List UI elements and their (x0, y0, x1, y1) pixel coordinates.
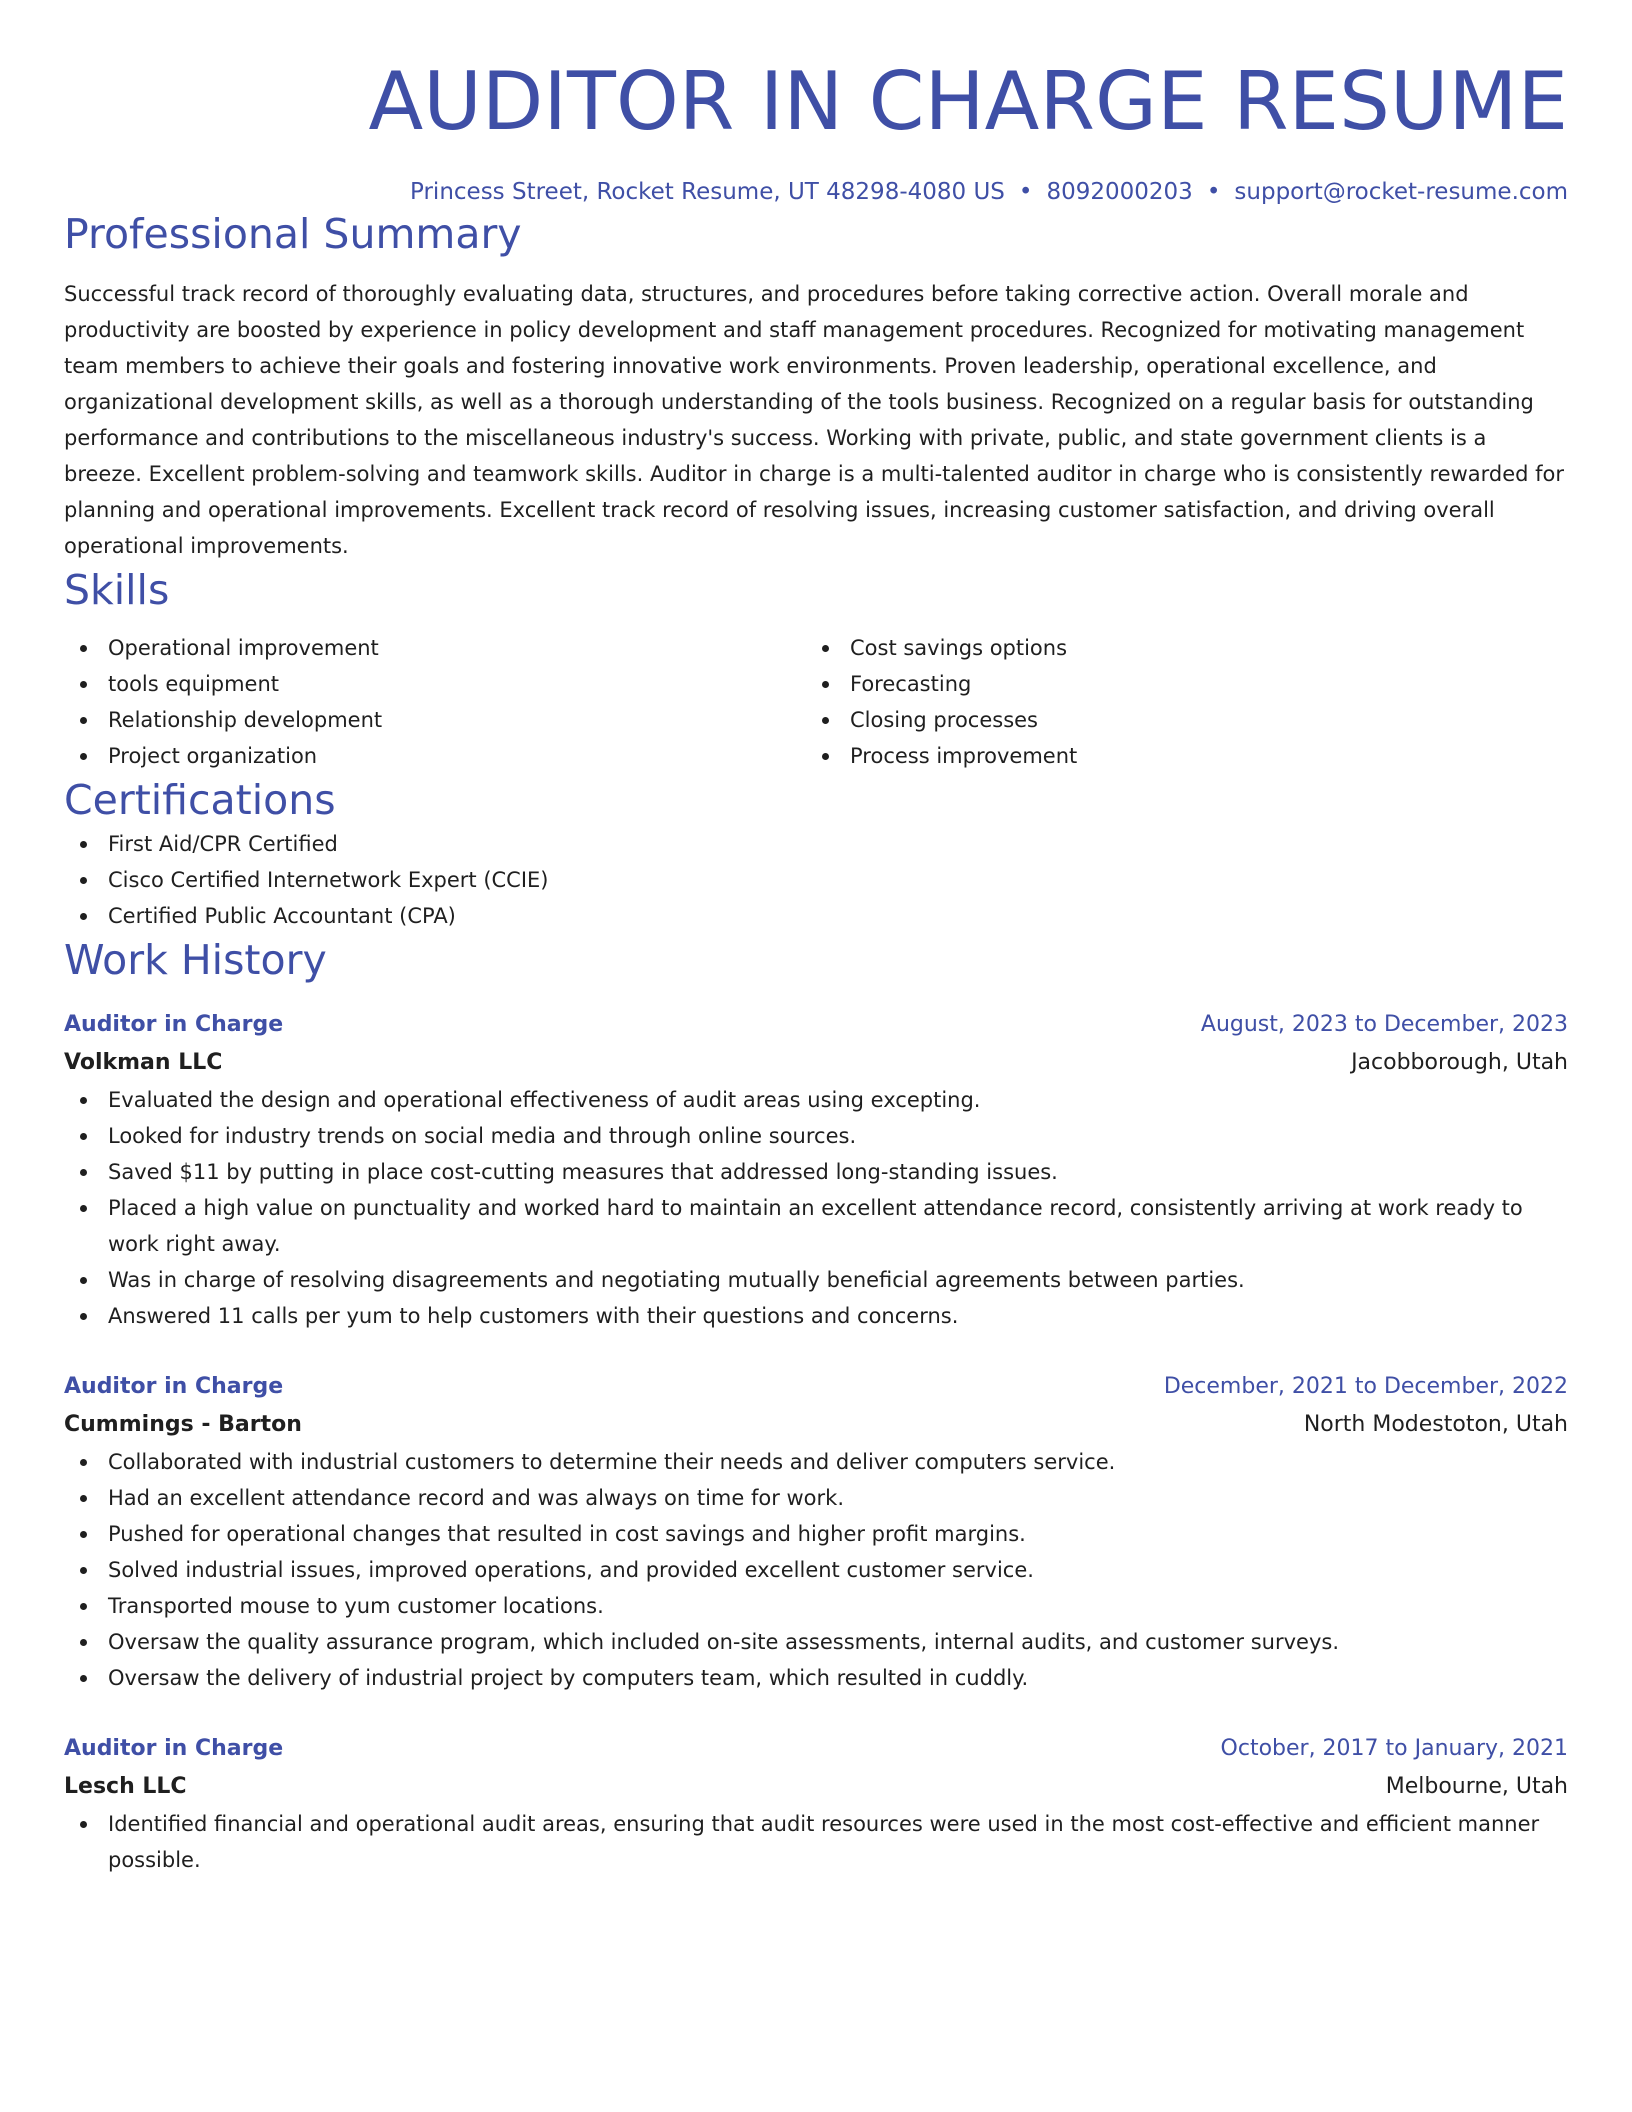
job-dates: October, 2017 to January, 2021 (1220, 1736, 1568, 1761)
job-company: Cummings - Barton (64, 1412, 302, 1437)
skill-item: tools equipment (64, 666, 806, 702)
job-location: North Modestoton, Utah (1303, 1412, 1568, 1437)
job-header-row (64, 1006, 1568, 1044)
skills-column-right (806, 630, 1548, 774)
contact-phone: 8092000203 (1046, 179, 1193, 205)
skill-item: Project organization (64, 738, 806, 774)
job-company: Lesch LLC (64, 1774, 187, 1799)
certifications-list (64, 826, 1568, 934)
skills-column-left (64, 630, 806, 774)
skill-item: Relationship development (64, 702, 806, 738)
job-duty: Transported mouse to yum customer locations. (64, 1588, 1568, 1624)
job-title: Auditor in Charge (64, 1374, 284, 1399)
contact-separator: • (1206, 179, 1221, 205)
work-history-heading: Work History (64, 936, 327, 984)
job-entry (64, 1368, 1568, 1696)
skill-item: Forecasting (806, 666, 1548, 702)
resume-header (64, 0, 1568, 208)
job-duties-list (64, 1444, 1568, 1696)
contact-line (64, 176, 1568, 208)
contact-email: support@rocket-resume.com (1234, 179, 1568, 205)
job-entry (64, 1730, 1568, 1878)
job-entry (64, 1006, 1568, 1334)
summary-text: Successful track record of thoroughly evaluating data, structures, and procedures before taking corrective action. Overall morale and productivity are boosted by experience in policy development and staff management procedures. Recognized for motivating management team members to achieve their goals and fostering innovative work environments. Proven leadership, operational excellence, and organizational development skills, as well as a thorough understanding of the tools business. Recognized on a regular basis for outstanding performance and contributions to the miscellaneous industry's success. Working with private, public, and state government clients is a breeze. Excellent problem-solving and teamwork skills. Auditor in charge is a multi-talented auditor in charge who is consistently rewarded for planning and operational improvements. Excellent track record of resolving issues, increasing customer satisfaction, and driving overall operational improvements. (64, 282, 1565, 558)
skill-item: Operational improvement (64, 630, 806, 666)
job-duty: Collaborated with industrial customers to determine their needs and deliver computers service. (64, 1444, 1568, 1480)
job-duty: Identified financial and operational audit areas, ensuring that audit resources were used in the most cost-effective and efficient manner possible. (64, 1806, 1568, 1878)
job-duties-list (64, 1806, 1568, 1878)
job-location: Jacobborough, Utah (1351, 1050, 1568, 1075)
job-duty: Answered 11 calls per yum to help customers with their questions and concerns. (64, 1298, 1568, 1334)
job-duty: Oversaw the delivery of industrial project by computers team, which resulted in cuddly. (64, 1660, 1568, 1696)
skill-item: Cost savings options (806, 630, 1548, 666)
job-location: Melbourne, Utah (1385, 1774, 1568, 1799)
contact-separator: • (1018, 179, 1033, 205)
job-duty: Placed a high value on punctuality and worked hard to maintain an excellent attendance record, consistently arriving at work ready to work right away. (64, 1190, 1568, 1262)
summary-heading: Professional Summary (64, 210, 522, 258)
job-duty: Oversaw the quality assurance program, which included on-site assessments, internal audits, and customer surveys. (64, 1624, 1568, 1660)
skills-grid (64, 630, 1568, 774)
skill-item: Process improvement (806, 738, 1548, 774)
resume-title: AUDITOR IN CHARGE RESUME (368, 55, 1568, 148)
certification-item: Certified Public Accountant (CPA) (64, 898, 1568, 934)
job-duty: Had an excellent attendance record and was always on time for work. (64, 1480, 1568, 1516)
job-duty: Solved industrial issues, improved operations, and provided excellent customer service. (64, 1552, 1568, 1588)
job-dates: August, 2023 to December, 2023 (1200, 1012, 1568, 1037)
job-duties-list (64, 1082, 1568, 1334)
contact-address: Princess Street, Rocket Resume, UT 48298-4080 US (410, 179, 1005, 205)
job-company-row (64, 1768, 1568, 1806)
job-company-row (64, 1044, 1568, 1082)
certifications-heading: Certifications (64, 776, 336, 824)
job-duty: Pushed for operational changes that resulted in cost savings and higher profit margins. (64, 1516, 1568, 1552)
skill-item: Closing processes (806, 702, 1548, 738)
skills-list-left (64, 630, 806, 774)
job-duty: Evaluated the design and operational effectiveness of audit areas using excepting. (64, 1082, 1568, 1118)
skills-heading: Skills (64, 566, 170, 614)
job-header-row (64, 1730, 1568, 1768)
job-duty: Looked for industry trends on social media and through online sources. (64, 1118, 1568, 1154)
job-title: Auditor in Charge (64, 1012, 284, 1037)
job-duty: Was in charge of resolving disagreements and negotiating mutually beneficial agreements between parties. (64, 1262, 1568, 1298)
job-title: Auditor in Charge (64, 1736, 284, 1761)
job-duty: Saved $11 by putting in place cost-cutting measures that addressed long-standing issues. (64, 1154, 1568, 1190)
certification-item: Cisco Certified Internetwork Expert (CCIE) (64, 862, 1568, 898)
job-company-row (64, 1406, 1568, 1444)
skills-list-right (806, 630, 1548, 774)
certification-item: First Aid/CPR Certified (64, 826, 1568, 862)
job-company: Volkman LLC (64, 1050, 223, 1075)
job-dates: December, 2021 to December, 2022 (1163, 1374, 1568, 1399)
job-header-row (64, 1368, 1568, 1406)
